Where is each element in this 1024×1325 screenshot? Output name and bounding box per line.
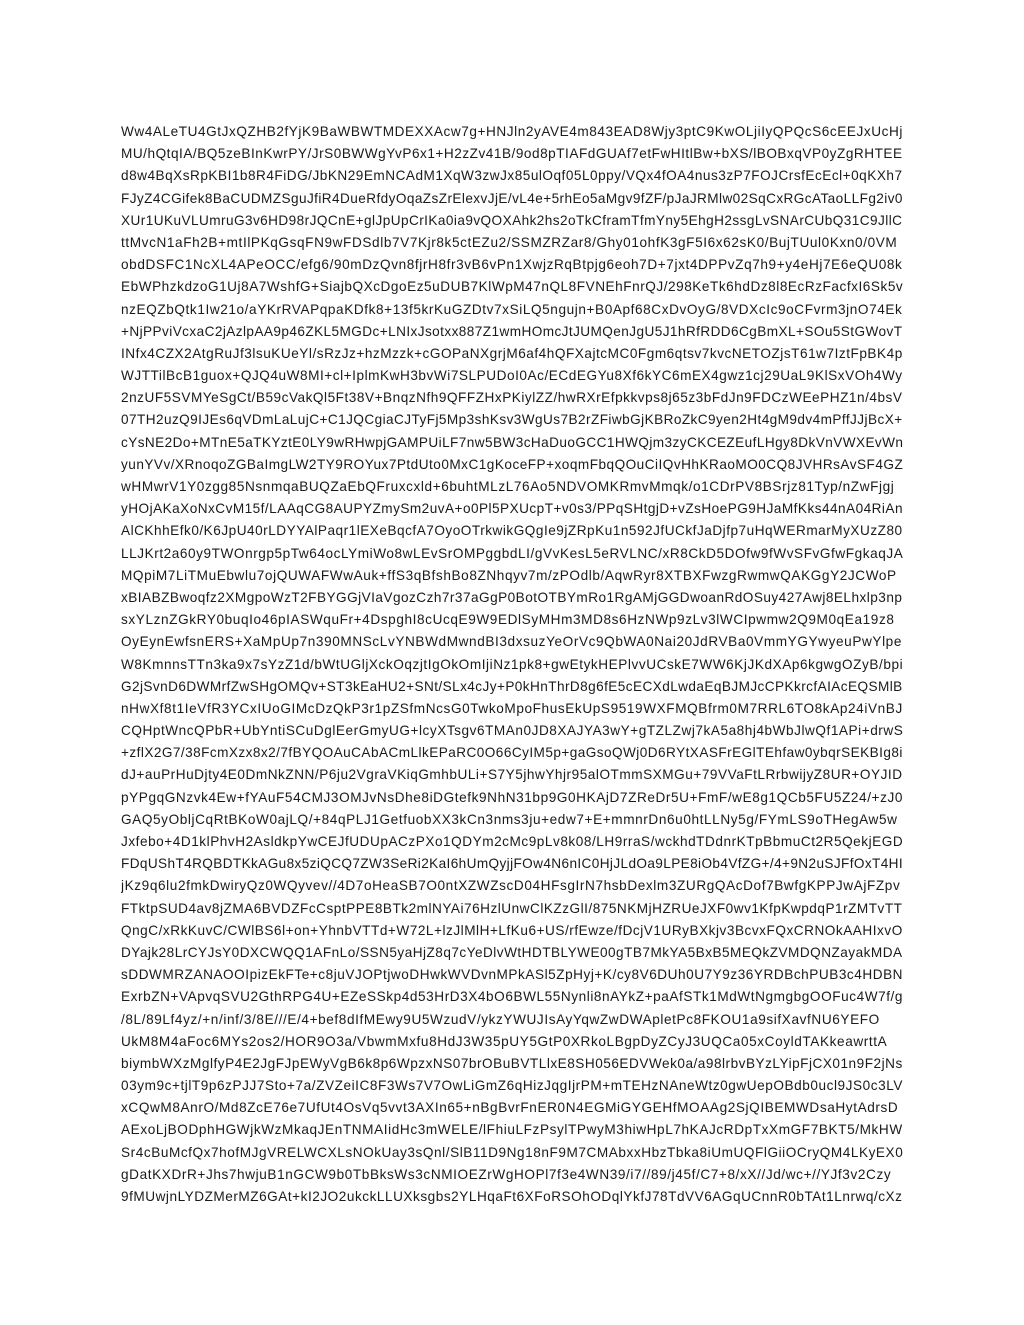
text-line: G2jSvnD6DWMrfZwSHgOMQv+ST3kEaHU2+SNt/SLx4cJy+P0kHnThrD8g6fE5cECXdLwdaEqBJMJcCPKkrcfAIAcEQSMlB — [121, 678, 903, 694]
text-line: pYPgqGNzvk4Ew+fYAuF54CMJ3OMJvNsDhe8iDGtefk9NhN31bp9G0HKAjD7ZReDr5U+FmF/wE8g1QCb5FU5Z24/+zJ0 — [121, 789, 904, 805]
text-line: QngC/xRkKuvC/CWlBS6l+on+YhnbVTTd+W72L+lzJlMlH+LfKu6+US/rfEwze/fDcjV1URyBXkjv3BcvxFQxCRNOkAAHIxvO — [121, 922, 903, 938]
text-line: FDqUShT4RQBDTKkAGu8x5ziQCQ7ZW3SeRi2KaI6hUmQyjjFOw4N6nIC0HjJLdOa9LPE8iOb4VfZG+/4+9N2uSJFfOxT4HI — [121, 856, 904, 872]
text-line: XUr1UKuVLUmruG3v6HD98rJQCnE+glJpUpCrIKa0ia9vQOXAhk2hs2oTkCframTfmYny5EhgH2ssgLvSNArCUbQ31C9JllC — [121, 212, 903, 228]
text-line: W8KmnnsTTn3ka9x7sYzZ1d/bWtUGljXckOqzjtIgOkOmIjiNz1pk8+gwEtykHEPlvvUCskE7WW6KjJKdXAp6kgwgOZyB/bpi — [121, 656, 904, 672]
text-line: AlCKhhEfk0/K6JpU40rLDYYAlPaqr1lEXeBqcfA7OyoOTrkwikGQgIe9jZRpKu1n592JfUCkfJaDjfp7uHqWERmarMyXUzZ80 — [121, 523, 903, 539]
text-line: gDatKXDrR+Jhs7hwjuB1nGCW9b0TbBksWs3cNMIOEZrWgHOPl7f3e4WN39/i7//89/j45f/C7+8/xX//Jd/wc+//YJf3v2Czy — [121, 1166, 892, 1182]
text-line: Ww4ALeTU4GtJxQZHB2fYjK9BaWBWTMDEXXAcw7g+HNJln2yAVE4m843EAD8Wjy3ptC9KwOLjiIyQPQcS6cEEJxUcHj — [121, 124, 903, 139]
text-line: sDDWMRZANAOOIpizEkFTe+c8juVJOPtjwoDHwkWVDvnMPkASl5ZpHyj+K/cy8V6DUh0U7Y9z36YRDBchPUB3c4HDBN — [121, 967, 904, 983]
text-line: wHMwrV1Y0zgg85NsnmqaBUQZaEbQFruxcxld+6buhtMLzL76Ao5NDVOMKRmvMmqk/o1CDrPV8BSrjz81Typ/nZwFjgj — [121, 479, 895, 494]
text-line: nzEQZbQtk1Iw21o/aYKrRVAPqpaKDfk8+13f5krKuGZDtv7xSiLQ5ngujn+B0Apf68CxDvOyG/8VDXcIc9oCFvrm3jnO74Ek — [121, 301, 903, 317]
text-line: LLJKrt2a60y9TWOnrgp5pTw64ocLYmiWo8wLEvSrOMPggbdLI/gVvKesL5eRVLNC/xR8CkD5DOfw9fWvSFvGfwFgkaqJA — [121, 545, 904, 561]
text-line: OyEynEwfsnERS+XaMpUp7n390MNScLvYNBWdMwndBI3dxsuzYeOrVc9QbWA0Nai20JdRVBa0VmmYGYwyeuPwYlpe — [121, 634, 903, 650]
text-line: 2nzUF5SVMYeSgCt/B59cVakQl5Ft38V+BnqzNfh9QFFZHxPKiylZZ/hwRXrEfpkkvps8j65z3bFdJn9FDCzWEePHZ1n/4bsV — [121, 390, 903, 406]
text-line: MQpiM7LiTMuEbwlu7ojQUWAFWwAuk+ffS3qBfshBo8ZNhqyv7m/zPOdlb/AqwRyr8XTBXFwzgRwmwQAKGgY2JCWoP — [121, 567, 897, 583]
text-line: +zflX2G7/38FcmXzx8x2/7fBYQOAuCAbACmLlkEPaRC0O66CyIM5p+gaGsoQWj0D6RYtXASFrEGlTEhfaw0ybqrSEKBIg8i — [121, 745, 903, 761]
text-line: MU/hQtqIA/BQ5zeBInKwrPY/JrS0BWWgYvP6x1+H2zZv41B/9od8pTIAFdGUAf7etFwHItlBw+bXS/lBOBxqVP0yZgRHTEE — [121, 146, 903, 162]
text-line: CQHptWncQPbR+UbYntiSCuDglEerGmyUG+lcyXTsgv6TMAn0JD8XAJYA3wY+gTZLZwj7kA5a8hj4bWbJlwQf1APi+drwS — [121, 723, 904, 739]
text-line: EbWPhzkdzoG1Uj8A7WshfG+SiajbQXcDgoEz5uDUB7KlWpM47nQL8FVNEhFnrQJ/298KeTk6hdDz8l8EcRzFacfxI6Sk5v — [121, 279, 904, 295]
text-line: FJyZ4CGifek8BaCUDMZSguJfiR4DueRfdyOqaZsZrElexvJjE/vL4e+5rhEo5aMgv9fZF/pJaJRMlw02SqCxRGcATaoLLFg2iv0 — [121, 190, 903, 206]
text-line: ExrbZN+VApvqSVU2GthRPG4U+EZeSSkp4d53HrD3X4bO6BWL55Nynli8nAYkZ+paAfSTk1MdWtNgmgbgOOFuc4W7f/g — [121, 989, 904, 1005]
text-line: d8w4BqXsRpKBI1b8R4FiDG/JbKN29EmNCAdM1XqW3zwJx85ulOqf05L0ppy/VQx4fOA4nus3zP7FOJCrsfEcEcl+0qKXh7 — [121, 168, 903, 184]
encoded-text-block — [121, 121, 911, 1208]
text-line: AExoLjBODphHGWjkWzMkaqJEnTNMAIidHc3mWELE/lFhiuLFzPsylTPwyM3hiwHpL7hKAJcRDpTxXmGF7BKT5/MkHW — [121, 1122, 903, 1138]
text-line: sxYLznZGkRY0buqIo46pIASWquFr+4DspghI8cUcqE9W9EDlSyMHm3MD8s6HzNWp9zLv3lWCIpwmw2Q9M0qEa19z8 — [121, 612, 895, 628]
text-line: +NjPPviVcxaC2jAzlpAA9p46ZKL5MGDc+LNIxJsotxx887Z1wmHOmcJtJUMQenJgU5J1hRfRDD6CgBmXL+SOu5StGWovT — [121, 323, 903, 339]
text-line: ttMvcN1aFh2B+mtIlPKqGsqFN9wFDSdlb7V7Kjr8k5ctEZu2/SSMZRZar8/Ghy01ohfK3gF5I6x62sK0/BujTUul0Kxn0/0VM — [121, 234, 898, 250]
text-line: nHwXf8t1IeVfR3YCxIUoGIMcDzQkP3r1pZSfmNcsG0TwkoMpoFhusEkUpS9519WXFMQBfrm0M7RRL6TO8kAp24iVnBJ — [121, 700, 903, 716]
text-line: /8L/89Lf4yz/+n/inf/3/8E///E/4+bef8dIfMEwy9U5WzudV/ykzYWUJIsAyYqwZwDWApletPc8FKOU1a9sifXavfNU6YEFO — [121, 1011, 880, 1027]
text-line: 03ym9c+tjlT9p6zPJJ7Sto+7a/ZVZeiIC8F3Ws7V7OwLiGmZ6qHizJqgIjrPM+mTEHzNAneWtz0gwUepOBdb0ucl9JS0c3LV — [121, 1078, 903, 1094]
text-line: Sr4cBuMcfQx7hofMJgVRELWCXLsNOkUay3sQnl/SlB11D9Ng18nF9M7CMAbxxHbzTbka8iUmUQFlGiiOCryQM4LKyEX0 — [121, 1144, 904, 1160]
text-line: FTktpSUD4av8jZMA6BVDZFcCsptPPE8BTk2mlNYAi76HzlUnwClKZzGlI/875NKMjHZRUeJXF0wv1KfpKwpdqP1rZMTvTT — [121, 900, 903, 916]
text-line: yunYVv/XRnoqoZGBaImgLW2TY9ROYux7PtdUto0MxC1gKoceFP+xoqmFbqQOuCiIQvHhKRaoMO0CQ8JVHRsAvSF4GZ — [121, 456, 904, 472]
text-line: WJTTilBcB1guox+QJQ4uW8MI+cl+IplmKwH3bvWi7SLPUDoI0Ac/ECdEGYu8Xf6kYC6mEX4gwz1cj29UaL9KlSxVOh4Wy — [121, 368, 903, 384]
text-line: GAQ5yObljCqRtBKoW0ajLQ/+84qPLJ1GetfuobXX3kCn3nms3ju+edw7+E+mmnrDn6u0htLLNy5g/FYmLS9oTHegAw5w — [121, 811, 898, 827]
text-line: UkM8M4aFoc6MYs2os2/HOR9O3a/VbwmMxfu8HdJ3W35pUY5GtP0XRkoLBgpDyZCyJ3UQCa05xCoyldTAKkeawrttA — [121, 1033, 888, 1049]
text-line: Jxfebo+4D1klPhvH2AsldkpYwCEJfUDUpACzPXo1QDYm2cMc9pLv8k08/LH9rraS/wckhdTDdnrKTpBbmuCt2R5QekjEGD — [121, 834, 904, 849]
text-line: dJ+auPrHuDjty4E0DmNkZNN/P6ju2VgraVKiqGmhbULi+S7Y5jhwYhjr95alOTmmSXMGu+79VVaFtLRrbwijyZ8UR+OYJID — [121, 767, 903, 783]
text-line: DYajk28LrCYJsY0DXCWQQ1AFnLo/SSN5yaHjZ8q7cYeDlvWtHDTBLYWE00gTB7MkYA5BxB5MEQkZVMDQNZayakMDA — [121, 944, 903, 960]
text-line: xBIABZBwoqfz2XMgpoWzT2FBYGGjVIaVgozCzh7r37aGgP0BotOTBYmRo1RgAMjGGDwoanRdOSuy427Awj8ELhxlp3np — [121, 589, 903, 605]
text-line: INfx4CZX2AtgRuJf3lsuKUeYl/sRzJz+hzMzzk+cGOPaNXgrjM6af4hQFXajtcMC0Fgm6qtsv7kvcNETOZjsT61w7IztFpBK4p — [121, 345, 903, 361]
text-line: yHOjAKaXoNxCvM15f/LAAqCG8AUPYZmySm2uvA+o0Pl5PXUcpT+v0s3/PPqSHtgjD+vZsHoePG9HJaMfKks44nA04RiAn — [121, 501, 903, 517]
text-line: obdDSFC1NcXL4APeOCC/efg6/90mDzQvn8fjrH8fr3vB6vPn1XwjzRqBtpjg6eoh7D+7jxt4DPPvZq7h9+y4eHj7E6eQU08k — [121, 257, 903, 273]
text-line: biymbWXzMglfyP4E2JgFJpEWyVgB6k8p6WpzxNS07brOBuBVTLlxE8SH056EDVWek0a/a98lrbvBYzLYipFjCX01n9F2jNs — [121, 1055, 903, 1071]
text-line: 07TH2uzQ9IJEs6qVDmLaLujC+C1JQCgiaCJTyFj5Mp3shKsv3WgUs7B2rZFiwbGjKBRoZkC9yen2Ht4gM9dv4mPffJJjBcX+ — [121, 412, 903, 428]
text-line: 9fMUwjnLYDZMerMZ6GAt+kI2JO2ukckLLUXksgbs2YLHqaFt6XFoRSOhODqlYkfJ78TdVV6AGqUCnnR0bTAt1Lnrwq/cXz — [121, 1189, 903, 1204]
text-line: xCQwM8AnrO/Md8ZcE76e7UfUt4OsVq5vvt3AXIn65+nBgBvrFnER0N4EGMiGYGEHfMOAAg2SjQIBEMWDsaHytAdrsD — [121, 1100, 899, 1116]
text-line: cYsNE2Do+MTnE5aTKYztE0LY9wRHwpjGAMPUiLF7nw5BW3cHaDuoGCC1HWQjm3zyCKCEZEufLHgy8DkVnVWXEvWn — [121, 434, 904, 450]
text-line: jKz9q6lu2fmkDwiryQz0WQyvev//4D7oHeaSB7O0ntXZWZscD04HFsgIrN7hsbDexlm3ZURgQAcDof7BwfgKPPJwAjFZpv — [121, 878, 901, 894]
